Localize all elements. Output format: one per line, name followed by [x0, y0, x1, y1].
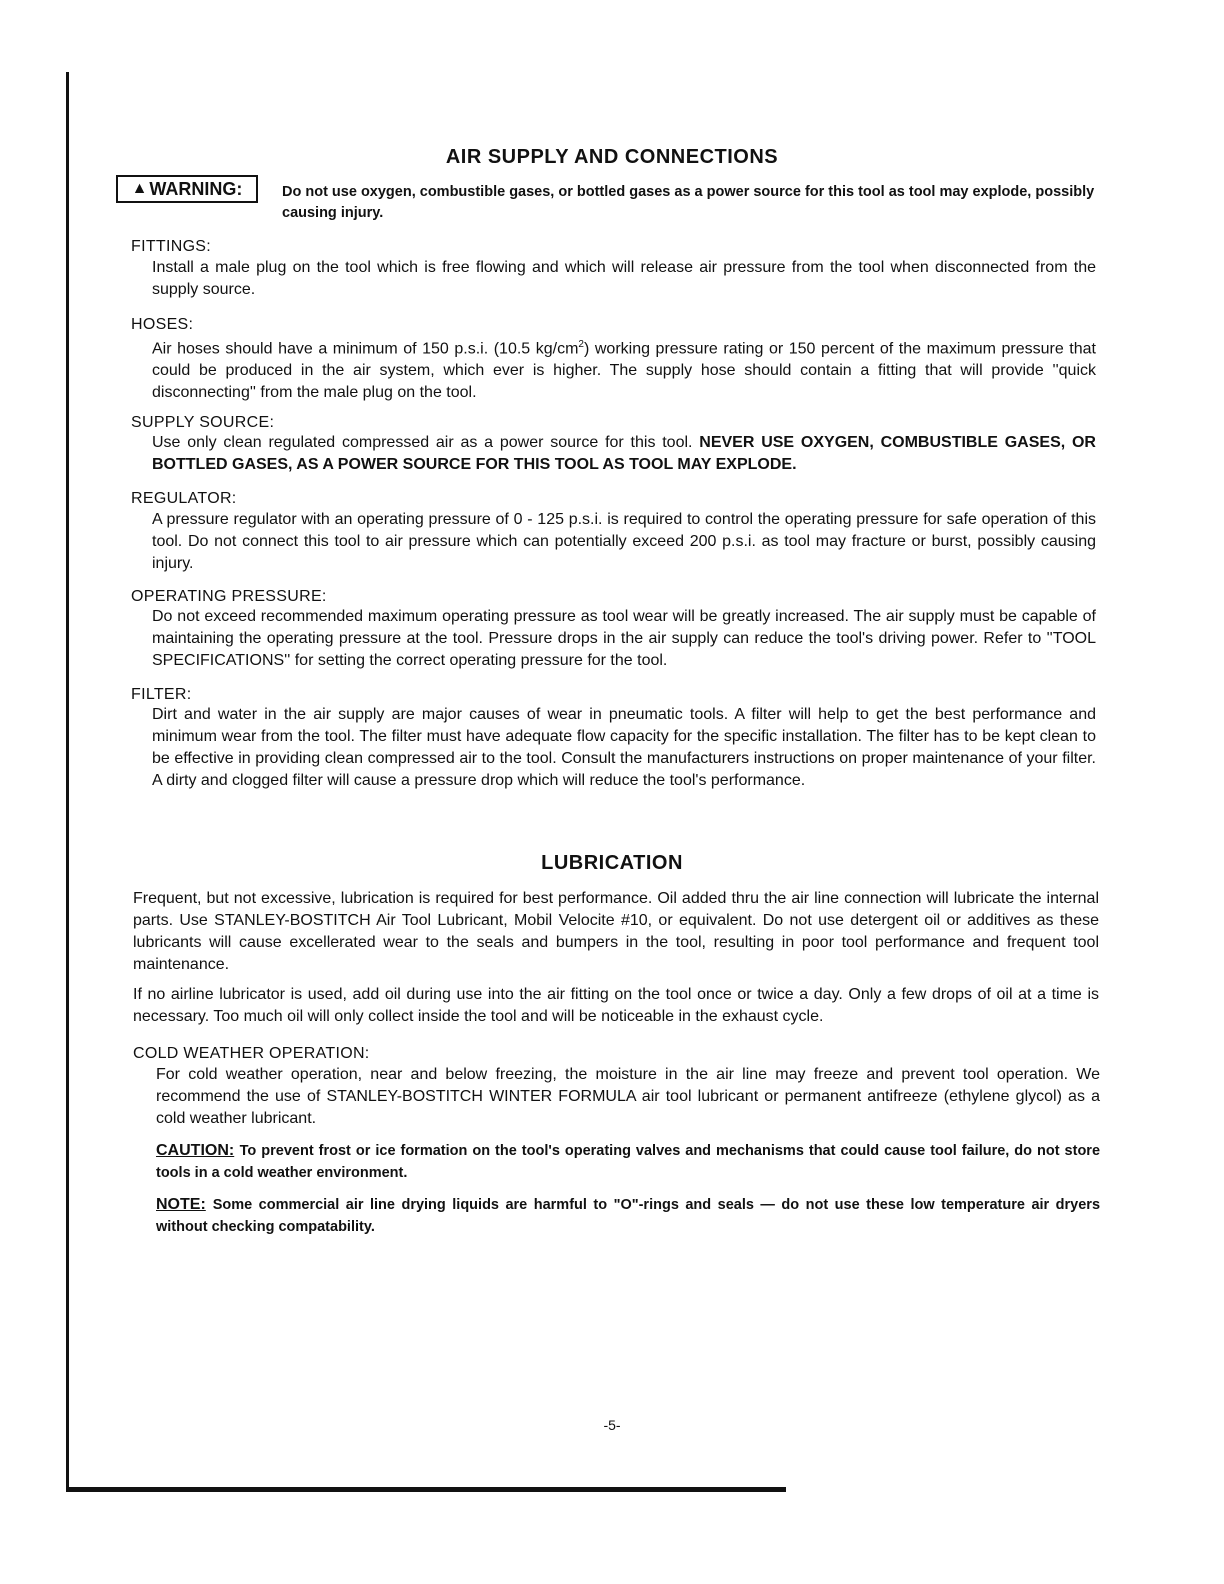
- supply-source-heading: SUPPLY SOURCE:: [131, 414, 275, 431]
- page-number: -5-: [603, 1417, 621, 1433]
- supply-source-bold: NEVER USE OXYGEN, COMBUSTIBLE GASES, OR BOTTLED GASES, AS A POWER SOURCE FOR THIS TOOL AS TOOL MAY EXPLODE.: [152, 434, 1096, 473]
- note-label: NOTE:: [156, 1196, 206, 1213]
- air-supply-title: AIR SUPPLY AND CONNECTIONS: [445, 146, 779, 168]
- hoses-text: [152, 334, 1096, 404]
- warning-triangle-icon: ▲: [131, 180, 148, 197]
- note-text: Some commercial air line drying liquids are harmful to "O"-rings and seals — do not use these low temperature air dryers without checking compatability.: [156, 1197, 1101, 1235]
- note-block: [156, 1194, 1100, 1238]
- filter-heading: FILTER:: [131, 686, 192, 703]
- filter-text: Dirt and water in the air supply are major causes of wear in pneumatic tools. A filter will help to get the best performance and minimum wear from the tool. The filter must have adequate flow capacity for the specific installation. The filter has to be kept clean to be effective in providing clean compressed air to the tool. Consult the manufacturers instructions on proper maintenance of your filter. A dirty and clogged filter will cause a pressure drop which will reduce the tool's performance.: [152, 706, 1096, 789]
- warning-label: WARNING:: [149, 178, 243, 199]
- supply-source-normal: Use only clean regulated compressed air as a power source for this tool.: [152, 434, 693, 451]
- fittings-text: Install a male plug on the tool which is free flowing and which will release air pressure from the tool when disconnected from the supply source.: [152, 259, 1096, 298]
- regulator-text: A pressure regulator with an operating pressure of 0 - 125 p.s.i. is required to control the operating pressure for safe operation of this tool. Do not connect this tool to air pressure which can potentially exceed 200 p.s.i. as tool may fracture or burst, possibly causing injury.: [152, 511, 1096, 572]
- caution-note: [156, 1140, 1100, 1184]
- lubrication-paragraph-1: Frequent, but not excessive, lubrication is required for best performance. Oil added thru the air line connection will lubricate the internal parts. Use STANLEY-BOSTITCH Air Tool Lubricant, Mobil Velocite #10, or equivalent. Do not use detergent oil or additives as these lubricants will cause excellerated wear to the seals and bumpers in the tool, resulting in poor tool performance and frequent tool maintenance.: [133, 890, 1099, 973]
- operating-pressure-heading: OPERATING PRESSURE:: [131, 588, 327, 605]
- hoses-text-b: ) working pressure rating or 150 percent of the maximum pressure that could be produced in the air system, which ever is higher. The supply hose should contain a fitting that will provide ''quick disconnecting'' from the male plug on the tool.: [152, 340, 1096, 402]
- hoses-superscript: 2: [578, 339, 584, 350]
- warning-text: Do not use oxygen, combustible gases, or bottled gases as a power source for this tool as tool may explode, possibly causing injury.: [282, 184, 1095, 221]
- operating-pressure-text: Do not exceed recommended maximum operating pressure as tool wear will be greatly increased. The air supply must be capable of maintaining the operating pressure at the tool. Pressure drops in the air supply can reduce the tool's driving power. Refer to ''TOOL SPECIFICATIONS'' for setting the correct operating pressure for the tool.: [152, 608, 1096, 669]
- fittings-heading: FITTINGS:: [131, 238, 212, 255]
- cold-weather-heading: COLD WEATHER OPERATION:: [133, 1045, 370, 1062]
- regulator-heading: REGULATOR:: [131, 490, 237, 507]
- cold-weather-text: For cold weather operation, near and below freezing, the moisture in the air line may freeze and prevent tool operation. We recommend the use of STANLEY-BOSTITCH WINTER FORMULA air tool lubricant or permanent antifreeze (ethylene glycol) as a cold weather lubricant.: [156, 1066, 1100, 1127]
- lubrication-title: LUBRICATION: [541, 852, 683, 874]
- hoses-text-a: Air hoses should have a minimum of 150 p.s.i. (10.5 kg/cm: [152, 340, 579, 358]
- caution-text: To prevent frost or ice formation on the tool's operating valves and mechanisms that could cause tool failure, do not store tools in a cold weather environment.: [156, 1143, 1101, 1181]
- warning-label-box: [116, 175, 258, 203]
- caution-label: CAUTION:: [156, 1142, 235, 1159]
- hoses-heading: HOSES:: [131, 316, 194, 333]
- supply-source-text: [152, 432, 1096, 476]
- lubrication-paragraph-2: If no airline lubricator is used, add oil during use into the air fitting on the tool once or twice a day. Only a few drops of oil at a time is necessary. Too much oil will only collect inside the tool and will be noticeable in the exhaust cycle.: [133, 986, 1099, 1025]
